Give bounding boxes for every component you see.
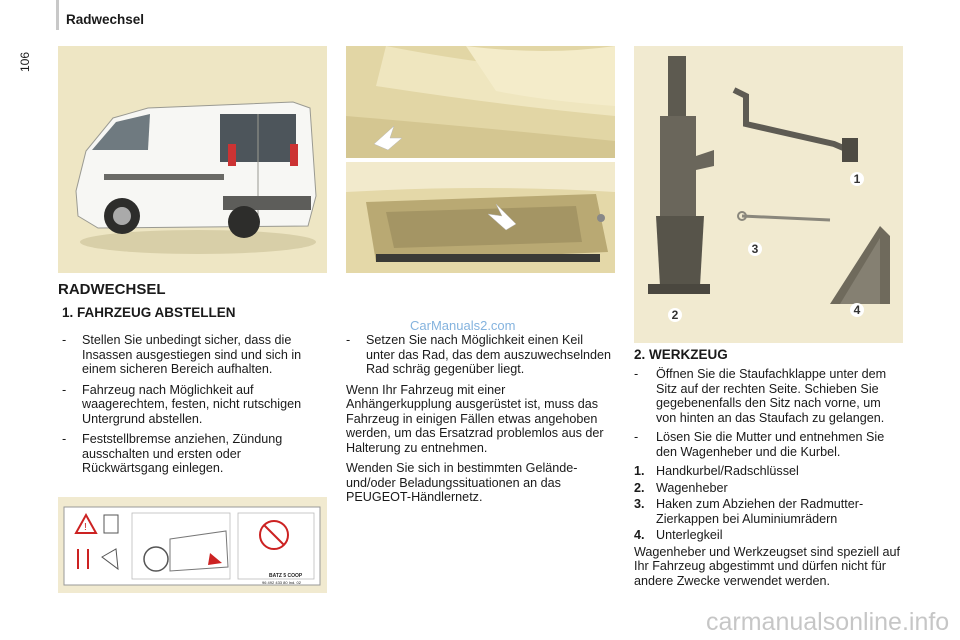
tool-label-4: 4 [850, 303, 864, 317]
list-item-text: Setzen Sie nach Möglichkeit einen Keil unter das Rad, das dem auszuwechselnden Rad schräg gegenüber liegt. [366, 333, 612, 376]
park-instructions [62, 333, 326, 482]
tools-photo [634, 46, 903, 343]
tool-name: Handkurbel/Radschlüssel [656, 464, 799, 478]
page-header-title: Radwechsel [66, 12, 145, 27]
section-heading-main: RADWECHSEL [58, 281, 166, 298]
tool-list-item [634, 528, 902, 543]
list-item [62, 333, 326, 377]
list-item [634, 367, 902, 425]
list-item-text: Lösen Sie die Mutter und entnehmen Sie den Wagenheber und die Kurbel. [656, 430, 885, 459]
sticker-text-2: 96 492 433 80 Ind. 02 [262, 580, 301, 585]
page-number: 106 [18, 51, 32, 72]
tool-name: Wagenheber [656, 480, 728, 495]
seat-photo-bottom [346, 162, 615, 273]
svg-text:!: ! [84, 522, 87, 533]
list-item [62, 432, 326, 476]
section-heading-park: 1. FAHRZEUG ABSTELLEN [62, 305, 236, 320]
list-item-text: Öffnen Sie die Staufachklappe unter dem Sitz auf der rechten Seite. Schieben Sie gegebenenfalls den Sitz nach vorne, um von hinten an das Staufach zu gelangen. [656, 367, 887, 425]
tool-number: 1. [634, 464, 645, 478]
towbar-note: Wenn Ihr Fahrzeug mit einer Anhängerkupplung ausgerüstet ist, muss das Fahrzeug in einigen Fällen etwas angehoben werden, um das Ersatzrad problemlos aus der Halterung zu entnehmen. [346, 382, 604, 455]
tool-name: Unterlegkeil [656, 528, 723, 542]
dash-marker: - [62, 432, 67, 446]
sticker-text-1: BATZ 5 COOP [269, 573, 303, 579]
dash-marker: - [62, 333, 67, 347]
tool-label-1: 1 [850, 172, 864, 186]
watermark-top: CarManuals2.com [410, 318, 516, 333]
tool-number: 2. [634, 480, 645, 495]
watermark-bottom: carmanualsonline.info [706, 608, 950, 636]
tool-number: 3. [634, 497, 645, 511]
tools-usage-note: Wagenheber und Werkzeugset sind speziell auf Ihr Fahrzeug abgestimmt und dürfen nicht für andere Zwecke verwendet werden. [634, 544, 901, 588]
seat-photo-top [346, 46, 615, 158]
list-item [62, 383, 326, 427]
tool-label-2: 2 [668, 308, 682, 322]
list-item-text: Stellen Sie unbedingt sicher, dass die Insassen ausgestiegen sind und sich in einem sicheren Bereich aufhalten. [82, 333, 302, 376]
tool-label-3: 3 [748, 242, 762, 256]
tools-instructions [634, 367, 902, 594]
dash-marker: - [634, 367, 639, 381]
list-item-text: Fahrzeug nach Möglichkeit auf waagerechtem, festen, nicht rutschigen Untergrund abstellen. [82, 382, 302, 426]
dealer-note: Wenden Sie sich in bestimmten Gelände- und/oder Beladungssituationen an das PEUGEOT-Händlernetz. [346, 461, 578, 504]
list-item-text: Feststellbremse anziehen, Zündung ausschalten und ersten oder Rückwärtsgang einlegen. [82, 432, 283, 475]
tool-list-item [634, 497, 902, 526]
dash-marker: - [346, 333, 351, 347]
tool-number: 4. [634, 528, 645, 542]
tool-list-item [634, 481, 902, 496]
section-heading-tools: 2. WERKZEUG [634, 347, 728, 362]
header-bar [56, 0, 59, 30]
tool-name: Haken zum Abziehen der Radmutter-Zierkappen bei Aluminiumrädern [656, 497, 864, 526]
list-item [634, 430, 902, 459]
dash-marker: - [634, 430, 639, 444]
wheel-chock-instructions [346, 333, 612, 511]
dash-marker: - [62, 382, 67, 397]
tool-list-item [634, 464, 902, 479]
van-photo [58, 46, 327, 273]
list-item [346, 333, 612, 377]
